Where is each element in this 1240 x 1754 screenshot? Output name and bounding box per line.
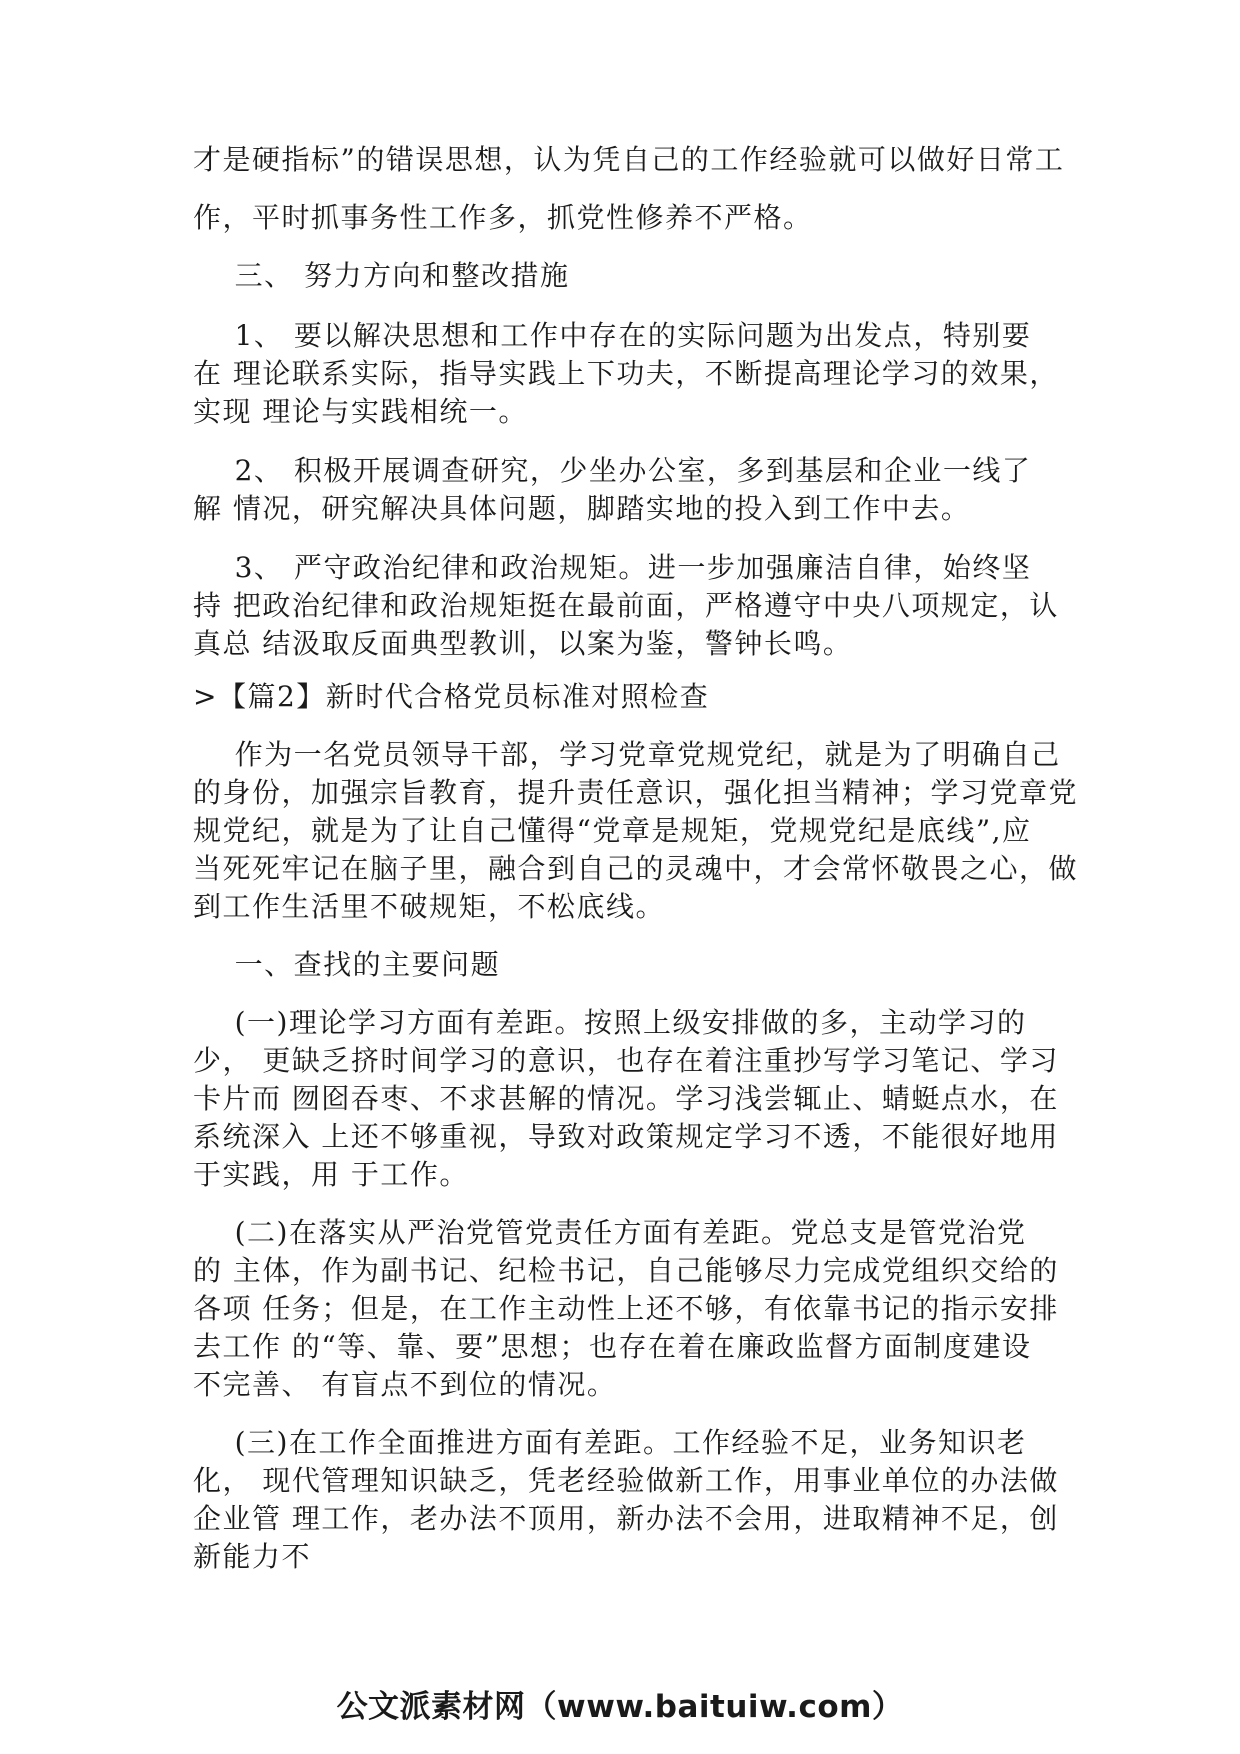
text-line-25: 的 主体，作为副书记、纪检书记，自己能够尽力完成党组织交给的 bbox=[193, 1254, 1059, 1287]
text-line-11: 真总 结汲取反面典型教训，以案为鉴，警钟长鸣。 bbox=[193, 627, 853, 660]
text-line-13: 作为一名党员领导干部，学习党章党规党纪，就是为了明确自己 bbox=[193, 738, 1061, 771]
article-heading: >【篇2】新时代合格党员标准对照检查 bbox=[193, 680, 710, 713]
section-heading-3: 三、 努力方向和整改措施 bbox=[193, 259, 570, 292]
text-line-2: 作，平时抓事务性工作多，抓党性修养不严格。 bbox=[193, 201, 813, 234]
footer-watermark: 公文派素材网（www.baituiw.com） bbox=[336, 1689, 904, 1725]
text-line-7: 2、 积极开展调查研究，少坐办公室，多到基层和企业一线了 bbox=[193, 454, 1032, 487]
text-line-9: 3、 严守政治纪律和政治规矩。进一步加强廉洁自律，始终坚 bbox=[193, 551, 1032, 584]
text-line-14: 的身份，加强宗旨教育，提升责任意识，强化担当精神；学习党章党 bbox=[193, 776, 1079, 809]
text-line-17: 到工作生活里不破规矩，不松底线。 bbox=[193, 890, 666, 923]
text-line-27: 去工作 的“等、靠、要”思想；也存在着在廉政监督方面制度建设 bbox=[193, 1330, 1032, 1363]
text-line-28: 不完善、 有盲点不到位的情况。 bbox=[193, 1368, 617, 1401]
text-line-21: 卡片而 囫囵吞枣、不求甚解的情况。学习浅尝辄止、蜻蜓点水，在 bbox=[193, 1082, 1059, 1115]
section-heading-18: 一、查找的主要问题 bbox=[193, 948, 501, 981]
text-line-26: 各项 任务；但是，在工作主动性上还不够，有依靠书记的指示安排 bbox=[193, 1292, 1059, 1325]
text-line-8: 解 情况，研究解决具体问题，脚踏实地的投入到工作中去。 bbox=[193, 492, 971, 525]
text-line-15: 规党纪，就是为了让自己懂得“党章是规矩，党规党纪是底线”,应 bbox=[193, 814, 1032, 847]
text-line-30: 化， 现代管理知识缺乏，凭老经验做新工作，用事业单位的办法做 bbox=[193, 1464, 1059, 1497]
text-line-10: 持 把政治纪律和政治规矩挺在最前面，严格遵守中央八项规定，认 bbox=[193, 589, 1059, 622]
text-line-29: (三)在工作全面推进方面有差距。工作经验不足，业务知识老 bbox=[193, 1426, 1027, 1459]
text-line-19: (一)理论学习方面有差距。按照上级安排做的多，主动学习的 bbox=[193, 1006, 1027, 1039]
text-line-6: 实现 理论与实践相统一。 bbox=[193, 395, 528, 428]
text-line-20: 少， 更缺乏挤时间学习的意识，也存在着注重抄写学习笔记、学习 bbox=[193, 1044, 1059, 1077]
text-line-16: 当死死牢记在脑子里，融合到自己的灵魂中，才会常怀敬畏之心，做 bbox=[193, 852, 1079, 885]
text-line-31: 企业管 理工作，老办法不顶用，新办法不会用，进取精神不足，创 bbox=[193, 1502, 1059, 1535]
text-line-32: 新能力不 bbox=[193, 1540, 312, 1573]
text-line-1: 才是硬指标”的错误思想，认为凭自己的工作经验就可以做好日常工 bbox=[193, 143, 1065, 176]
text-line-22: 系统深入 上还不够重视，导致对政策规定学习不透，不能很好地用 bbox=[193, 1120, 1059, 1153]
text-line-24: (二)在落实从严治党管党责任方面有差距。党总支是管党治党 bbox=[193, 1216, 1027, 1249]
text-line-4: 1、 要以解决思想和工作中存在的实际问题为出发点，特别要 bbox=[193, 319, 1032, 352]
text-line-5: 在 理论联系实际，指导实践上下功夫，不断提高理论学习的效果， bbox=[193, 357, 1059, 390]
text-line-23: 于实践，用 于工作。 bbox=[193, 1158, 469, 1191]
